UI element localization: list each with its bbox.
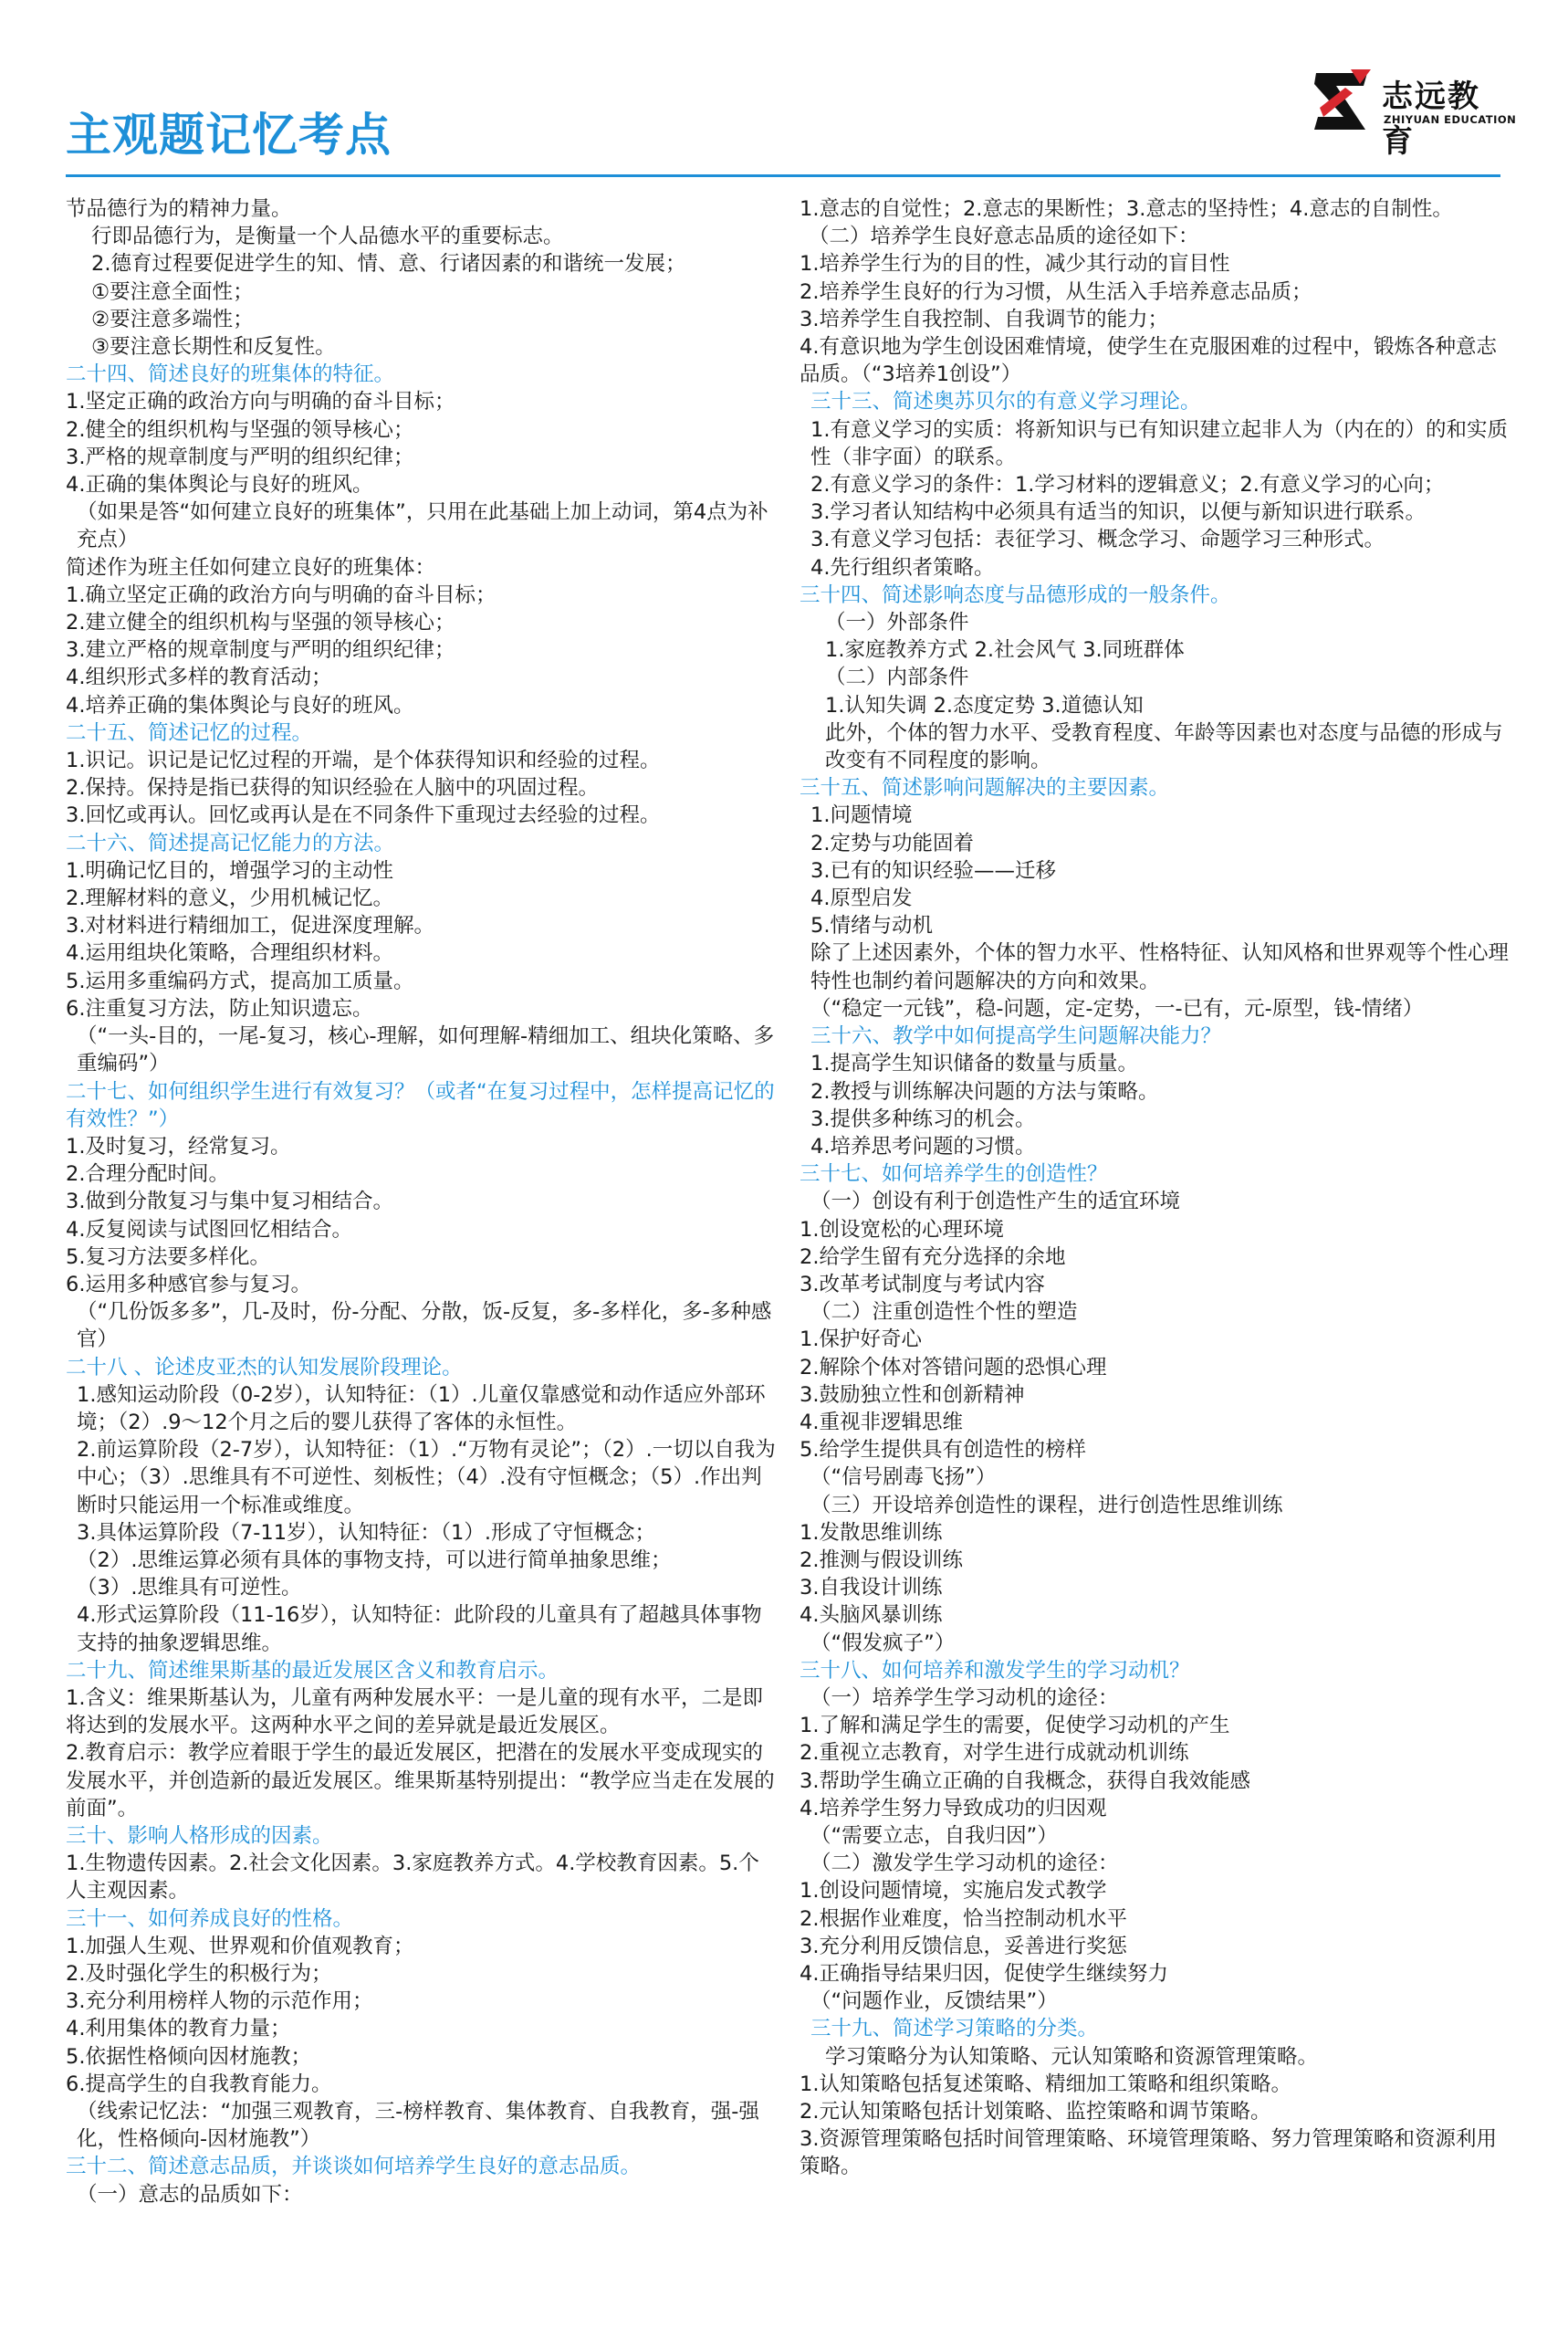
text-line: 3.资源管理策略包括时间管理策略、环境管理策略、努力管理策略和资源利用策略。 bbox=[800, 2127, 1497, 2179]
text-line: （2）.思维运算必须有具体的事物支持，可以进行简单抽象思维； bbox=[77, 1547, 672, 1572]
text-line: 3.做到分散复习与集中复习相结合。 bbox=[66, 1190, 393, 1214]
text-line: （“信号剧毒飞扬”） bbox=[810, 1465, 997, 1490]
text-line: 1.及时复习，经常复习。 bbox=[66, 1134, 291, 1159]
text-line: 1.感知运动阶段（0-2岁），认知特征：（1）.儿童仅靠感觉和动作适应外部环境；（2）.9～12个月之后的婴儿获得了客体的永恒性。 bbox=[77, 1382, 766, 1434]
text-line: 3.严格的规章制度与严明的组织纪律； bbox=[66, 445, 414, 469]
text-line: ①要注意全面性； bbox=[91, 279, 254, 304]
logo-subtext: ZHIYUAN EDUCATION bbox=[1384, 113, 1517, 126]
text-line: 4.运用组块化策略，合理组织材料。 bbox=[66, 941, 393, 966]
text-line: 2.保持。保持是指已获得的知识经验在人脑中的巩固过程。 bbox=[66, 776, 599, 801]
text-line: 1.保护好奇心 bbox=[800, 1327, 922, 1352]
text-line: 1.认知失调 2.态度定势 3.道德认知 bbox=[825, 693, 1144, 718]
text-line: 2.教授与训练解决问题的方法与策略。 bbox=[810, 1079, 1159, 1104]
text-line: 2.元认知策略包括计划策略、监控策略和调节策略。 bbox=[800, 2100, 1271, 2124]
text-line: 3.鼓励独立性和创新精神 bbox=[800, 1382, 1025, 1407]
section-heading: 三十七、如何培养学生的创造性？ bbox=[800, 1162, 1108, 1187]
text-line: （“需要立志，自我归因”） bbox=[810, 1823, 1058, 1848]
text-line: 2.及时强化学生的积极行为； bbox=[66, 1962, 332, 1986]
text-line: 2.定势与功能固着 bbox=[810, 831, 974, 855]
text-line: 1.识记。识记是记忆过程的开端，是个体获得知识和经验的过程。 bbox=[66, 749, 661, 773]
text-line: 此外，个体的智力水平、受教育程度、年龄等因素也对态度与品德的形成与改变有不同程度的影响。 bbox=[825, 720, 1503, 773]
text-line: 2.给学生留有充分选择的余地 bbox=[800, 1244, 1066, 1269]
section-heading: 三十、影响人格形成的因素。 bbox=[66, 1823, 333, 1848]
text-line: 5.给学生提供具有创造性的榜样 bbox=[800, 1438, 1086, 1463]
text-line: （一）意志的品质如下： bbox=[77, 2182, 303, 2207]
text-line: 2.有意义学习的条件：1.学习材料的逻辑意义；2.有意义学习的心向； bbox=[810, 473, 1445, 498]
text-line: 1.生物遗传因素。2.社会文化因素。3.家庭教养方式。4.学校教育因素。5.个人主观因素。 bbox=[66, 1852, 759, 1904]
text-line: 2.合理分配时间。 bbox=[66, 1162, 229, 1187]
text-line: 2.建立健全的组织机构与坚强的领导核心； bbox=[66, 611, 455, 635]
text-line: （线索记忆法：“加强三观教育，三-榜样教育、集体教育、自我教育，强-强化，性格倾向-因材施教”） bbox=[77, 2100, 759, 2152]
section-heading: 二十八 、论述皮亚杰的认知发展阶段理论。 bbox=[66, 1355, 463, 1380]
section-heading: 三十八、如何培养和激发学生的学习动机？ bbox=[800, 1658, 1190, 1683]
text-line: 6.运用多种感官参与复习。 bbox=[66, 1272, 311, 1296]
text-line: 2.前运算阶段（2-7岁），认知特征：（1）.“万物有灵论”；（2）.一切以自我为中心；（3）.思维具有不可逆性、刻板性；（4）.没有守恒概念；（5）.作出判断时只能运用一个标准或维度。 bbox=[77, 1438, 776, 1517]
section-heading: 三十九、简述学习策略的分类。 bbox=[810, 2017, 1099, 2041]
text-line: （“几份饭多多”，几-及时，份-分配、分散，饭-反复，多-多样化，多-多种感官） bbox=[77, 1300, 772, 1352]
text-line: 简述作为班主任如何建立良好的班集体： bbox=[66, 555, 436, 580]
text-line: 1.培养学生行为的目的性，减少其行动的盲目性 bbox=[800, 252, 1230, 277]
text-line: （一）外部条件 bbox=[825, 611, 969, 635]
text-line: 1.意志的自觉性；2.意志的果断性；3.意志的坚持性；4.意志的自制性。 bbox=[800, 197, 1453, 221]
text-line: ②要注意多端性； bbox=[91, 307, 254, 331]
section-heading: 二十五、简述记忆的过程。 bbox=[66, 720, 313, 745]
text-line: 4.组织形式多样的教育活动； bbox=[66, 666, 332, 690]
text-line: （三）开设培养创造性的课程，进行创造性思维训练 bbox=[810, 1493, 1283, 1517]
text-line: （“一头-目的，一尾-复习，核心-理解，如何理解-精细加工、组块化策略、多重编码”） bbox=[77, 1024, 775, 1076]
text-line: 1.含义：维果斯基认为，儿童有两种发展水平：一是儿童的现有水平，二是即将达到的发展水平。这两种水平之间的差异就是最近发展区。 bbox=[66, 1685, 763, 1738]
text-line: 4.正确指导结果归因，促使学生继续努力 bbox=[800, 1962, 1168, 1986]
page-title: 主观题记忆考点 bbox=[66, 109, 392, 162]
text-line: 4.利用集体的教育力量； bbox=[66, 2017, 291, 2041]
text-line: 3.改革考试制度与考试内容 bbox=[800, 1272, 1045, 1296]
text-line: 3.充分利用反馈信息，妥善进行奖惩 bbox=[800, 1934, 1127, 1958]
text-line: 4.形式运算阶段（11-16岁），认知特征：此阶段的儿童具有了超越具体事物支持的抽象逻辑思维。 bbox=[77, 1603, 762, 1655]
text-line: 1.家庭教养方式 2.社会风气 3.同班群体 bbox=[825, 638, 1185, 663]
text-line: 1.确立坚定正确的政治方向与明确的奋斗目标； bbox=[66, 582, 497, 607]
text-line: （“问题作业，反馈结果”） bbox=[810, 1989, 1058, 2014]
text-line: 2.重视立志教育，对学生进行成就动机训练 bbox=[800, 1741, 1189, 1766]
text-line: 3.培养学生自我控制、自我调节的能力； bbox=[800, 307, 1168, 331]
text-line: （一）创设有利于创造性产生的适宜环境 bbox=[810, 1190, 1181, 1214]
text-line: 2.解除个体对答错问题的恐惧心理 bbox=[800, 1355, 1107, 1380]
section-heading: 二十七、如何组织学生进行有效复习？（或者“在复习过程中，怎样提高记忆的有效性？”） bbox=[66, 1079, 775, 1131]
text-line: 5.情绪与动机 bbox=[810, 914, 933, 939]
text-line: 4.培养学生努力导致成功的归因观 bbox=[800, 1796, 1107, 1820]
text-line: （“稳定一元钱”，稳-问题，定-定势，一-已有，元-原型，钱-情绪） bbox=[810, 996, 1424, 1021]
text-line: 3.帮助学生确立正确的自我概念，获得自我效能感 bbox=[800, 1768, 1250, 1793]
text-line: 2.健全的组织机构与坚强的领导核心； bbox=[66, 417, 414, 442]
text-line: 3.回忆或再认。回忆或再认是在不同条件下重现过去经验的过程。 bbox=[66, 803, 661, 828]
left-column bbox=[66, 195, 778, 2208]
logo-text: 志远教育 bbox=[1382, 79, 1480, 160]
text-line: 除了上述因素外，个体的智力水平、性格特征、认知风格和世界观等个性心理特性也制约着问题解决的方向和效果。 bbox=[810, 941, 1510, 993]
text-line: 1.了解和满足学生的需要，促使学习动机的产生 bbox=[800, 1714, 1230, 1738]
text-line: 2.根据作业难度，恰当控制动机水平 bbox=[800, 1906, 1127, 1931]
text-line: 学习策略分为认知策略、元认知策略和资源管理策略。 bbox=[825, 2044, 1319, 2069]
text-line: 6.注重复习方法，防止知识遗忘。 bbox=[66, 996, 373, 1021]
text-line: 3.有意义学习包括：表征学习、概念学习、命题学习三种形式。 bbox=[810, 528, 1385, 552]
text-line: 5.依据性格倾向因材施教； bbox=[66, 2044, 311, 2069]
text-line: 1.坚定正确的政治方向与明确的奋斗目标； bbox=[66, 390, 455, 414]
text-line: 3.学习者认知结构中必须具有适当的知识，以便与新知识进行联系。 bbox=[810, 500, 1426, 525]
text-line: 3.建立严格的规章制度与严明的组织纪律； bbox=[66, 638, 455, 663]
text-line: （3）.思维具有可逆性。 bbox=[77, 1576, 302, 1600]
text-line: 3.已有的知识经验——迁移 bbox=[810, 858, 1056, 883]
text-line: ③要注意长期性和反复性。 bbox=[91, 335, 336, 360]
text-line: 3.自我设计训练 bbox=[800, 1576, 943, 1600]
section-heading: 三十二、简述意志品质，并谈谈如何培养学生良好的意志品质。 bbox=[66, 2155, 642, 2179]
text-line: 3.具体运算阶段（7-11岁），认知特征：（1）.形成了守恒概念； bbox=[77, 1520, 656, 1545]
text-line: （二）激发学生学习动机的途径： bbox=[810, 1852, 1119, 1876]
text-line: 4.原型启发 bbox=[810, 886, 913, 911]
text-line: 2.推测与假设训练 bbox=[800, 1547, 963, 1572]
text-line: 1.认知策略包括复述策略、精细加工策略和组织策略。 bbox=[800, 2072, 1291, 2096]
text-line: 2.德育过程要促进学生的知、情、意、行诸因素的和谐统一发展； bbox=[91, 252, 686, 277]
text-line: （二）培养学生良好意志品质的途径如下： bbox=[809, 225, 1199, 249]
section-heading: 三十四、简述影响态度与品德形成的一般条件。 bbox=[800, 582, 1231, 607]
text-line: 2.培养学生良好的行为习惯，从生活入手培养意志品质； bbox=[800, 279, 1312, 304]
text-line: （“假发疯子”） bbox=[810, 1631, 956, 1655]
section-heading: 二十六、简述提高记忆能力的方法。 bbox=[66, 831, 395, 855]
text-line: 节品德行为的精神力量。 bbox=[66, 197, 292, 221]
text-line: 2.教育启示：教学应着眼于学生的最近发展区，把潜在的发展水平变成现实的发展水平，并创造新的最近发展区。维果斯基特别提出：“教学应当走在发展的前面”。 bbox=[66, 1741, 775, 1820]
right-column bbox=[800, 195, 1510, 2181]
text-line: 4.反复阅读与试图回忆相结合。 bbox=[66, 1217, 352, 1242]
text-line: 5.复习方法要多样化。 bbox=[66, 1244, 270, 1269]
text-line: 1.问题情境 bbox=[810, 803, 913, 828]
text-line: （二）内部条件 bbox=[825, 666, 969, 690]
text-line: 1.明确记忆目的，增强学习的主动性 bbox=[66, 858, 393, 883]
header-divider bbox=[66, 174, 1500, 177]
text-line: 4.培养正确的集体舆论与良好的班风。 bbox=[66, 693, 414, 718]
text-line: 1.发散思维训练 bbox=[800, 1520, 943, 1545]
section-heading: 三十三、简述奥苏贝尔的有意义学习理论。 bbox=[810, 390, 1201, 414]
text-line: 4.培养思考问题的习惯。 bbox=[810, 1134, 1036, 1159]
text-line: 行即品德行为，是衡量一个人品德水平的重要标志。 bbox=[91, 225, 564, 249]
text-line: 1.有意义学习的实质：将新知识与已有知识建立起非人为（内在的）的和实质性（非字面）的联系。 bbox=[810, 417, 1508, 469]
section-heading: 二十四、简述良好的班集体的特征。 bbox=[66, 362, 395, 387]
text-line: 2.理解材料的意义，少用机械记忆。 bbox=[66, 886, 393, 911]
text-line: 1.创设宽松的心理环境 bbox=[800, 1217, 1004, 1242]
text-line: 4.头脑风暴训练 bbox=[800, 1603, 943, 1628]
section-heading: 三十五、简述影响问题解决的主要因素。 bbox=[800, 776, 1170, 801]
text-line: 5.运用多重编码方式，提高加工质量。 bbox=[66, 969, 414, 993]
brand-logo bbox=[1311, 66, 1517, 160]
text-line: （一）培养学生学习动机的途径： bbox=[810, 1685, 1119, 1710]
text-line: 4.正确的集体舆论与良好的班风。 bbox=[66, 473, 373, 498]
text-line: 4.先行组织者策略。 bbox=[810, 555, 995, 580]
text-line: 3.对材料进行精细加工，促进深度理解。 bbox=[66, 914, 434, 939]
text-line: 4.有意识地为学生创设困难情境，使学生在克服困难的过程中，锻炼各种意志品质。（“3培养1创设”） bbox=[800, 335, 1497, 387]
text-line: 3.提供多种练习的机会。 bbox=[810, 1107, 1036, 1131]
text-line: 1.创设问题情境，实施启发式教学 bbox=[800, 1879, 1107, 1904]
section-heading: 三十六、教学中如何提高学生问题解决能力？ bbox=[810, 1024, 1222, 1049]
text-line: （如果是答“如何建立良好的班集体”，只用在此基础上加上动词，第4点为补充点） bbox=[77, 500, 768, 552]
text-line: 3.充分利用榜样人物的示范作用； bbox=[66, 1989, 373, 2014]
text-line: 1.加强人生观、世界观和价值观教育； bbox=[66, 1934, 414, 1958]
section-heading: 二十九、简述维果斯基的最近发展区含义和教育启示。 bbox=[66, 1658, 559, 1683]
text-line: 1.提高学生知识储备的数量与质量。 bbox=[810, 1052, 1138, 1076]
section-heading: 三十一、如何养成良好的性格。 bbox=[66, 1906, 354, 1931]
text-line: 4.重视非逻辑思维 bbox=[800, 1410, 963, 1434]
text-line: 6.提高学生的自我教育能力。 bbox=[66, 2072, 332, 2096]
text-line: （二）注重创造性个性的塑造 bbox=[810, 1300, 1078, 1325]
zhiyuan-logo-icon bbox=[1311, 66, 1376, 137]
